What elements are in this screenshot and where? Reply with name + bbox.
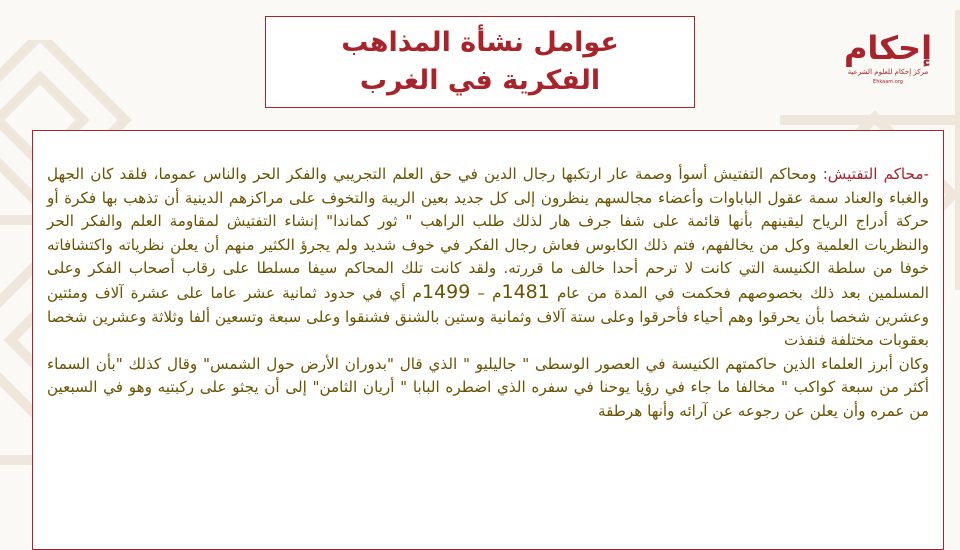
paragraph-inquisition <box>47 163 929 353</box>
year-end: 1499 <box>421 280 471 303</box>
paragraph-text: ومحاكم التفتيش أسوأ وصمة عار ارتكبها رجال الدين في حق العلم التجريبي والفكر الحر والناس عموما، فلقد كان الجهل والغباء والعناد سمة عقول الباباوات وأعضاء مجالسهم ينظرون إلى كل جديد بعين الريبة والتخوف على مراكزهم الدينية أن تذهب بها فكرة أو حركة أدراج الرياح ليقينهم بأنها قائمة على شفا جرف هار لذلك طلب الراهب " ثور كماندا" إنشاء التفتيش لمقاومة العلم والفكر الحر والنظريات العلمية وكل من يخالفهم، فتم ذلك الكابوس فعاش رجال الفكر في خوف شديد ولم يجرؤ الكثير منهم أن يعلن نظرياته واكتشافاته خوفا من سلطة الكنيسة التي كانت لا ترحم أحدا خالف ما قررته. ولقد كانت تلك المحاكم سيفا مسلطا على رقاب أصحاب الفكر وعلى المسلمين بعد ذلك بخصوصهم فحكمت في المدة من عام <box>47 165 929 302</box>
content-text <box>47 163 929 424</box>
paragraph-text: م – <box>470 283 502 302</box>
logo-name: إحكام <box>843 29 933 67</box>
content-box <box>32 130 944 550</box>
title-box <box>265 16 695 108</box>
paragraph-galileo: وكان أبرز العلماء الذين حاكمتهم الكنيسة في العصور الوسطى " جاليليو " الذي قال "بدوران الأرض حول الشمس" وقال كذلك "بأن السماء أكثر من سبعة كواكب " مخالفا ما جاء في رؤيا يوحنا في سفره الذي اضطره البابا " أريان الثامن" إلى أن يجثو على ركبتيه وهو في السبعين من عمره وأن يعلن عن رجوعه عن آرائه وأنها هرطقة <box>47 354 929 420</box>
slide-title: عوامل نشأة المذاهب الفكرية في الغرب <box>341 27 619 96</box>
year-start: 1481 <box>501 280 550 303</box>
logo-url: Ehkaam.org <box>873 79 903 85</box>
paragraph-lead: -محاكم التفتيش: <box>822 165 929 183</box>
logo-subtitle: مركز إحكام للعلوم الشرعية <box>847 68 929 76</box>
paragraph-text: م أي في حدود ثمانية عشر عاما على عشرة آلاف ومئتين وعشرين شخصا بأن يحرقوا وهم أحياء فأحرقوا وعلى ستة آلاف وثمانية وستين بالشنق فشنقوا وعلى سبعة وتسعين ألفا وثلاثة وعشرين شخصا بعقوبات مختلفة فنفذت <box>47 283 929 350</box>
logo <box>842 24 934 94</box>
